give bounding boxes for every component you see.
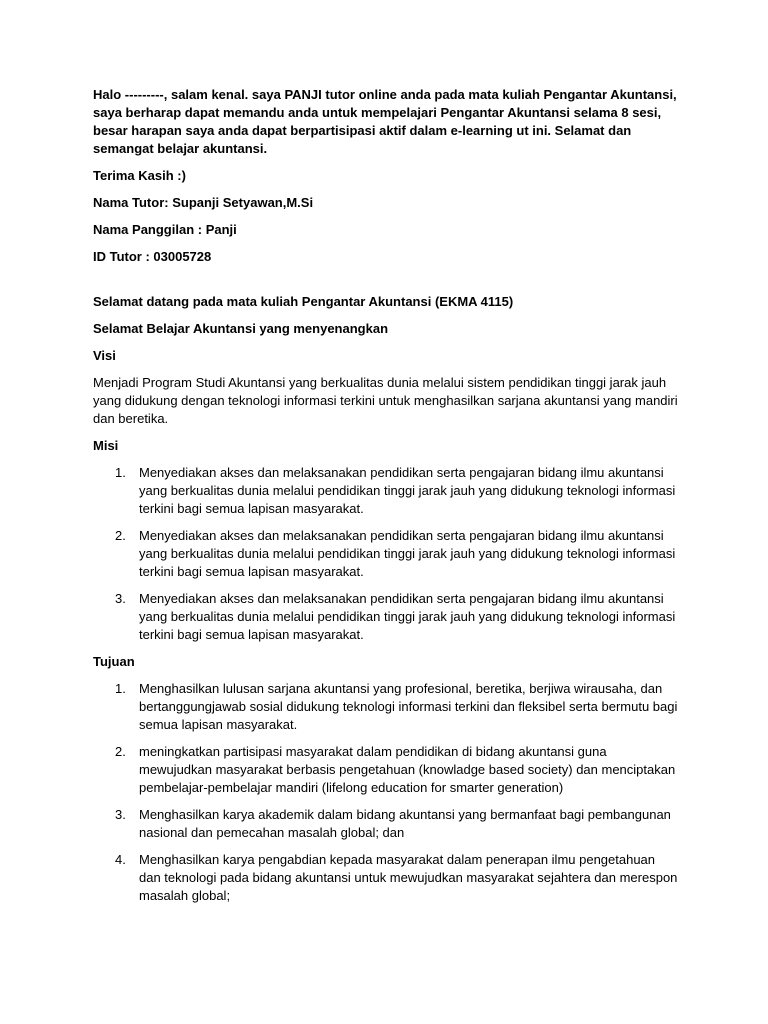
list-number: 1. — [115, 465, 126, 480]
list-item-text: Menghasilkan karya akademik dalam bidang akuntansi yang bermanfaat bagi pembangunan nasional dan pemecahan masalah global; dan — [139, 807, 671, 840]
welcome-course: Selamat datang pada mata kuliah Pengantar Akuntansi (EKMA 4115) — [93, 294, 514, 309]
list-number: 4. — [115, 852, 126, 867]
list-item — [93, 464, 678, 518]
list-item — [93, 806, 678, 842]
list-number: 3. — [115, 591, 126, 606]
list-item — [93, 680, 678, 734]
list-item — [93, 527, 678, 581]
list-number: 1. — [115, 681, 126, 696]
list-number: 3. — [115, 807, 126, 822]
list-item-text: meningkatkan partisipasi masyarakat dalam pendidikan di bidang akuntansi guna mewujudkan masyarakat berbasis pengetahuan (knowladge based society) dan menciptakan pembelajar-pembelajar mandiri (lifelong education for smarter generation) — [139, 744, 676, 795]
tutor-id: ID Tutor : 03005728 — [93, 249, 212, 264]
tujuan-heading: Tujuan — [93, 654, 135, 669]
list-item-text: Menyediakan akses dan melaksanakan pendidikan serta pengajaran bidang ilmu akuntansi yang berkualitas dunia melalui pendidikan tinggi jarak jauh yang didukung teknologi informasi terkini bagi semua lapisan masyarakat. — [139, 528, 676, 579]
tujuan-list — [93, 680, 678, 905]
list-number: 2. — [115, 744, 126, 759]
list-item-text: Menyediakan akses dan melaksanakan pendidikan serta pengajaran bidang ilmu akuntansi yang berkualitas dunia melalui pendidikan tinggi jarak jauh yang didukung teknologi informasi terkini bagi semua lapisan masyarakat. — [139, 591, 676, 642]
tutor-nickname: Nama Panggilan : Panji — [93, 222, 237, 237]
list-item-text: Menghasilkan lulusan sarjana akuntansi yang profesional, beretika, berjiwa wirausaha, dan bertanggungjawab sosial didukung teknologi informasi terkini dan fleksibel serta bermutu bagi semua lapisan masyarakat. — [139, 681, 678, 732]
list-item-text: Menyediakan akses dan melaksanakan pendidikan serta pengajaran bidang ilmu akuntansi yang berkualitas dunia melalui pendidikan tinggi jarak jauh yang didukung teknologi informasi terkini bagi semua lapisan masyarakat. — [139, 465, 676, 516]
spacer — [93, 275, 678, 293]
visi-text: Menjadi Program Studi Akuntansi yang berkualitas dunia melalui sistem pendidikan tinggi jarak jauh yang didukung dengan teknologi informasi terkini untuk menghasilkan sarjana akuntansi yang mandiri dan beretika. — [93, 375, 678, 426]
misi-list — [93, 464, 678, 644]
list-item-text: Menghasilkan karya pengabdian kepada masyarakat dalam penerapan ilmu pengetahuan dan teknologi pada bidang akuntansi untuk mewujudkan masyarakat sejahtera dan merespon masalah global; — [139, 852, 678, 903]
list-item — [93, 590, 678, 644]
welcome-enjoy: Selamat Belajar Akuntansi yang menyenangkan — [93, 321, 389, 336]
tutor-name: Nama Tutor: Supanji Setyawan,M.Si — [93, 195, 314, 210]
misi-heading: Misi — [93, 438, 119, 453]
greeting-paragraph: Halo ---------, salam kenal. saya PANJI tutor online anda pada mata kuliah Pengantar Akuntansi, saya berharap dapat memandu anda untuk mempelajari Pengantar Akuntansi selama 8 sesi, besar harapan saya anda dapat berpartisipasi aktif dalam e-learning ut ini. Selamat dan semangat belajar akuntansi. — [93, 87, 677, 156]
list-number: 2. — [115, 528, 126, 543]
list-item — [93, 743, 678, 797]
visi-heading: Visi — [93, 348, 116, 363]
list-item — [93, 851, 678, 905]
thanks-line: Terima Kasih :) — [93, 168, 186, 183]
